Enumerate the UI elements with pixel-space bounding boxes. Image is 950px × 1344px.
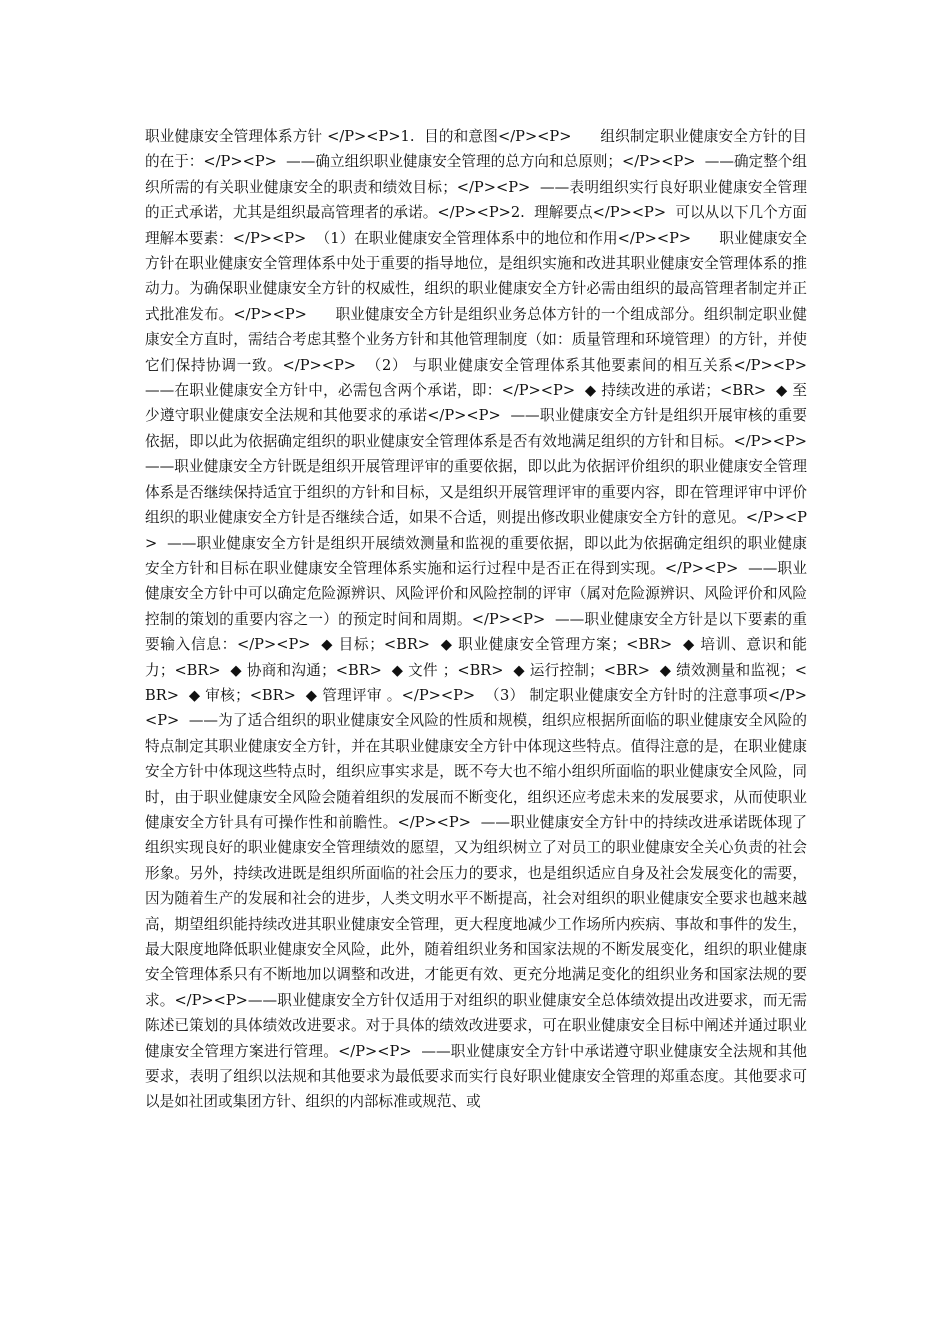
document-body-text: 职业健康安全管理体系方针 </P><P>1. 目的和意图</P><P> 组织制定职业健康安全方针的目的在于：</P><P> ——确立组织职业健康安全管理的总方向和总原则；</P><P> ——确定整个组织所需的有关职业健康安全的职责和绩效目标；</P><P> ——表明组织实行良好职业健康安全管理的正式承诺，尤其是组织最高管理者的承诺。</P><P>2. 理解要点</P><P> 可以从以下几个方面理解本要素：</P><P> （1）在职业健康安全管理体系中的地位和作用</P><P> 职业健康安全方针在职业健康安全管理体系中处于重要的指导地位，是组织实施和改进其职业健康安全管理体系的推动力。为确保职业健康安全方针的权威性，组织的职业健康安全方针必需由组织的最高管理者制定并正式批准发布。</P><P> 职业健康安全方针是组织业务总体方针的一个组成部分。组织制定职业健康安全方直时，需结合考虑其整个业务方针和其他管理制度（如：质量管理和环境管理）的方针，并使它们保持协调一致。</P><P> （2） 与职业健康安全管理体系其他要素间的相互关系</P><P> ——在职业健康安全方针中，必需包含两个承诺，即：</P><P> ◆ 持续改进的承诺；<BR> ◆ 至少遵守职业健康安全法规和其他要求的承诺</P><P> ——职业健康安全方针是组织开展审核的重要依据，即以此为依据确定组织的职业健康安全管理体系是否有效地满足组织的方针和目标。</P><P> ——职业健康安全方针既是组织开展管理评审的重要依据，即以此为依据评价组织的职业健康安全管理体系是否继续保持适宜于组织的方针和目标，又是组织开展管理评审的重要内容，即在管理评审中评价组织的职业健康安全方针是否继续合适，如果不合适，则提出修改职业健康安全方针的意见。</P><P> ——职业健康安全方针是组织开展绩效测量和监视的重要依据，即以此为依据确定组织的职业健康安全方针和目标在职业健康安全管理体系实施和运行过程中是否正在得到实现。</P><P> ——职业健康安全方针中可以确定危险源辨识、风险评价和风险控制的评审（属对危险源辨识、风险评价和风险控制的策划的重要内容之一）的预定时间和周期。</P><P> ——职业健康安全方针是以下要素的重要输入信息：</P><P> ◆ 目标；<BR> ◆ 职业健康安全管理方案；<BR> ◆ 培训、意识和能力；<BR> ◆ 协商和沟通；<BR> ◆ 文件 ；<BR> ◆ 运行控制；<BR> ◆ 绩效测量和监视；<BR> ◆ 审核；<BR> ◆ 管理评审 。</P><P> （3） 制定职业健康安全方针时的注意事项</P><P> ——为了适合组织的职业健康安全风险的性质和规模，组织应根据所面临的职业健康安全风险的特点制定其职业健康安全方针，并在其职业健康安全方针中体现这些特点。值得注意的是，在职业健康安全方针中体现这些特点时，组织应事实求是，既不夸大也不缩小组织所面临的职业健康安全风险，同时，由于职业健康安全风险会随着组织的发展而不断变化，组织还应考虑未来的发展要求，从而使职业健康安全方针具有可操作性和前瞻性。</P><P> ——职业健康安全方针中的持续改进承诺既体现了组织实现良好的职业健康安全管理绩效的愿望，又为组织树立了对员工的职业健康安全关心负责的社会形象。另外，持续改进既是组织所面临的社会压力的要求，也是组织适应自身及社会发展变化的需要，因为随着生产的发展和社会的进步，人类文明水平不断提高，社会对组织的职业健康安全要求也越来越高，期望组织能持续改进其职业健康安全管理，更大程度地减少工作场所内疾病、事故和事件的发生，最大限度地降低职业健康安全风险，此外，随着组织业务和国家法规的不断发展变化，组织的职业健康安全管理体系只有不断地加以调整和改进，才能更有效、更充分地满足变化的组织业务和国家法规的要求。</P><P>——职业健康安全方针仅适用于对组织的职业健康安全总体绩效提出改进要求，而无需陈述已策划的具体绩效改进要求。对于具体的绩效改进要求，可在职业健康安全目标中阐述并通过职业健康安全管理方案进行管理。</P><P> ——职业健康安全方针中承诺遵守职业健康安全法规和其他要求，表明了组织以法规和其他要求为最低要求而实行良好职业健康安全管理的郑重态度。其他要求可以是如社团或集团方针、组织的内部标准或规范、或	[145, 128, 817, 1111]
